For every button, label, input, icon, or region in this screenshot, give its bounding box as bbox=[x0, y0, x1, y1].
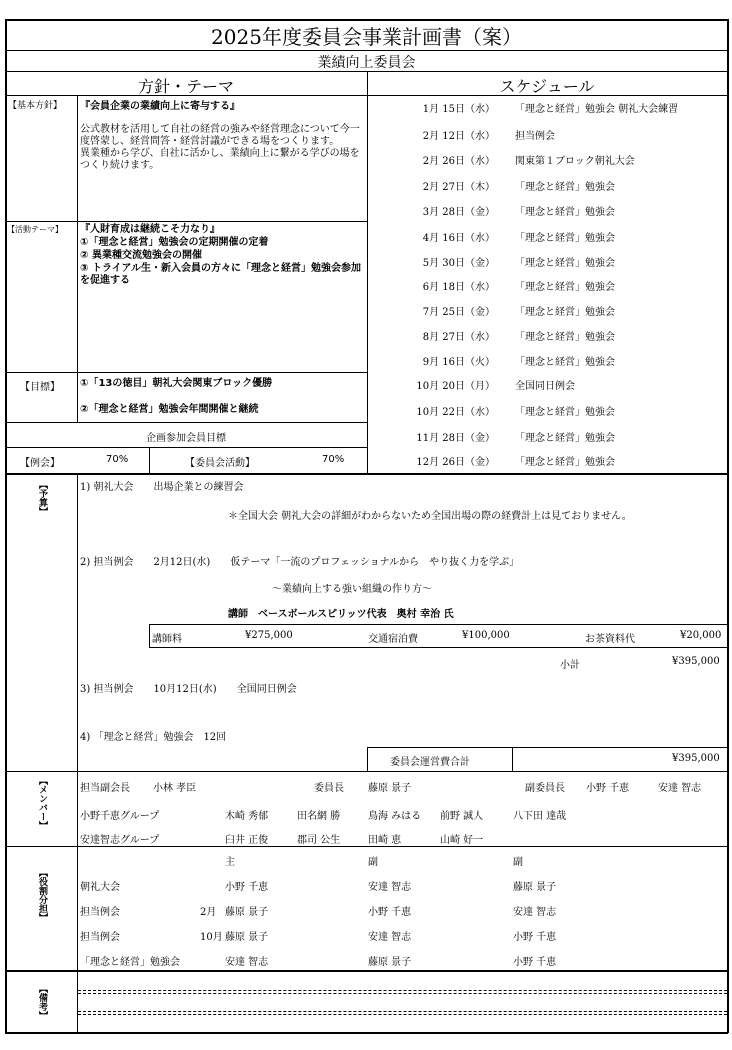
schedule-event: 担当例会 bbox=[515, 131, 555, 142]
schedule-event: 「理念と経営」勉強会 bbox=[515, 357, 615, 368]
budget-lecturer: 講師 ベースボールスピリッツ代表 奥村 幸治 氏 bbox=[228, 609, 454, 620]
role-month: 2月 bbox=[200, 907, 217, 918]
schedule-event: 「理念と経営」勉強会 bbox=[515, 282, 615, 293]
basic-policy-label: 【基本方針】 bbox=[8, 101, 63, 111]
role-main: 藤原 景子 bbox=[225, 907, 269, 918]
role-name: 「理念と経営」勉強会 bbox=[80, 957, 180, 968]
total-value: ¥395,000 bbox=[672, 753, 720, 764]
basic-policy-text: 公式教材を活用して自社の経営の強みや経営理念について今一度啓蒙し、経営問答・経営討議ができる場をつくります。 異業種から学び、自社に活かし、業績向上に繋がる学びの場をつくり続けます。 bbox=[80, 124, 360, 171]
role-name: 朝礼大会 bbox=[80, 882, 120, 893]
budget-item-2: 2) 担当例会 2月12日(水) 仮テーマ「一流のプロフェッショナルから やり抜く力を学ぶ」 bbox=[80, 557, 520, 568]
budget-item-2-sub: ～業績向上する強い組織の作り方～ bbox=[272, 584, 432, 595]
role-sub1: 小野 千恵 bbox=[368, 907, 412, 918]
schedule-event: 「理念と経営」勉強会 bbox=[515, 307, 615, 318]
schedule-event: 「理念と経営」勉強会 bbox=[515, 182, 615, 193]
fee-box-top bbox=[149, 624, 727, 625]
subtotal-label: 小計 bbox=[560, 660, 580, 671]
remarks-line-1 bbox=[78, 990, 727, 991]
group2-member-4: 山崎 好一 bbox=[440, 835, 484, 846]
schedule-date: 5月 30日（金） bbox=[422, 258, 495, 269]
fee-label: 講師料 bbox=[152, 634, 182, 645]
subtotal-value: ¥395,000 bbox=[672, 656, 720, 667]
role-main: 小野 千恵 bbox=[225, 882, 269, 893]
frame-right bbox=[727, 19, 729, 1033]
basic-policy-heading: 『会員企業の業績向上に寄与する』 bbox=[80, 101, 240, 112]
committee-name: 業績向上委員会 bbox=[317, 55, 416, 71]
schedule-event: 「理念と経営」勉強会 bbox=[515, 433, 615, 444]
remarks-line-3 bbox=[78, 1011, 727, 1012]
group1-member-5: 八下田 達哉 bbox=[513, 811, 567, 822]
budget-note-1: ＊全国大会 朝礼大会の詳細がわからないため全国出場の際の経費計上は見ておりません。 bbox=[228, 511, 632, 522]
schedule-date: 12月 26日（金） bbox=[416, 457, 495, 468]
activity-label: 【委員会活動】 bbox=[185, 458, 255, 469]
column-header-policy: 方針・テーマ bbox=[137, 77, 234, 96]
line-goal bbox=[5, 372, 367, 373]
schedule-date: 3月 28日（金） bbox=[422, 207, 495, 218]
line-title bbox=[5, 50, 728, 51]
theme-item-2: ② 異業種交流勉強会の開催 bbox=[80, 250, 202, 261]
vice-chair-label: 担当副会長 bbox=[80, 783, 130, 794]
divider-main bbox=[367, 71, 368, 474]
tea-value: ¥20,000 bbox=[680, 630, 722, 641]
group1-label: 小野千恵グループ bbox=[80, 811, 160, 822]
attendance-goal-title: 企画参加会員目標 bbox=[146, 433, 226, 444]
total-box-left bbox=[367, 747, 368, 771]
line-members-top bbox=[5, 771, 728, 772]
column-header-schedule: スケジュール bbox=[499, 77, 595, 96]
schedule-date: 4月 16日（水） bbox=[422, 233, 495, 244]
goal-1: ①「13の徳目」朝礼大会関東ブロック優勝 bbox=[80, 378, 273, 389]
roles-head-main: 主 bbox=[225, 857, 235, 868]
schedule-event: 全国同日例会 bbox=[515, 381, 575, 392]
role-sub2: 小野 千恵 bbox=[513, 957, 557, 968]
vice-chair-name: 小林 孝臣 bbox=[153, 783, 197, 794]
chair-name: 藤原 景子 bbox=[368, 783, 412, 794]
reikai-value: 70% bbox=[106, 454, 129, 465]
theme-item-3: ③ トライアル生・新入会員の方々に「理念と経営」勉強会参加を促進する bbox=[80, 263, 361, 286]
members-side-text: 【メンバー】 bbox=[37, 776, 47, 830]
role-sub2: 安達 智志 bbox=[513, 907, 557, 918]
role-month: 10月 bbox=[200, 932, 223, 943]
role-main: 安達 智志 bbox=[225, 957, 269, 968]
schedule-event: 「理念と経営」勉強会 bbox=[515, 258, 615, 269]
schedule-event: 関東第１ブロック朝礼大会 bbox=[515, 156, 635, 167]
line-remarks-top bbox=[5, 970, 728, 972]
role-name: 担当例会 bbox=[80, 932, 120, 943]
schedule-date: 2月 27日（木） bbox=[422, 182, 495, 193]
total-box-mid bbox=[512, 747, 513, 771]
schedule-date: 11月 28日（金） bbox=[416, 433, 495, 444]
travel-value: ¥100,000 bbox=[462, 630, 510, 641]
schedule-event: 「理念と経営」勉強会 bbox=[515, 207, 615, 218]
line-attend2 bbox=[5, 447, 367, 448]
budget-item-4: 4) 「理念と経営」勉強会 12回 bbox=[80, 732, 227, 743]
theme-heading: 『人財育成は継続こそ力なり』 bbox=[80, 224, 220, 235]
budget-side-text: 【予算】 bbox=[37, 480, 47, 516]
divider-side bbox=[77, 474, 78, 1033]
fee-box-left bbox=[149, 624, 150, 647]
schedule-event: 「理念と経営」勉強会 bbox=[515, 233, 615, 244]
frame-bottom bbox=[5, 1032, 728, 1034]
schedule-date: 6月 18日（水） bbox=[422, 282, 495, 293]
group1-member-3: 鳥海 みはる bbox=[368, 811, 422, 822]
goal-2: ②「理念と経営」勉強会年間開催と継続 bbox=[80, 404, 259, 415]
schedule-date: 7月 25日（金） bbox=[422, 307, 495, 318]
fee-box-bottom bbox=[149, 647, 727, 648]
deputy-1: 小野 千恵 bbox=[586, 783, 630, 794]
role-sub1: 安達 智志 bbox=[368, 882, 412, 893]
group2-member-3: 田崎 恵 bbox=[368, 835, 402, 846]
remarks-side-label bbox=[35, 984, 49, 1024]
tea-label: お茶資料代 bbox=[585, 634, 635, 645]
role-sub2: 小野 千恵 bbox=[513, 932, 557, 943]
line-theme bbox=[5, 221, 367, 222]
deputy-label: 副委員長 bbox=[525, 783, 565, 794]
line-roles-top bbox=[5, 846, 728, 847]
schedule-event: 「理念と経営」勉強会 bbox=[515, 457, 615, 468]
remarks-line-2 bbox=[78, 993, 727, 994]
travel-label: 交通宿泊費 bbox=[368, 634, 418, 645]
budget-item-3: 3) 担当例会 10月12日(水) 全国同日例会 bbox=[80, 684, 297, 695]
chair-label: 委員長 bbox=[314, 783, 344, 794]
remarks-line-4 bbox=[78, 1014, 727, 1015]
budget-side-label bbox=[35, 480, 49, 520]
role-sub2: 藤原 景子 bbox=[513, 882, 557, 893]
line-budget-top bbox=[5, 473, 728, 475]
total-box-top bbox=[367, 747, 727, 748]
frame-left bbox=[5, 19, 7, 1033]
activity-value: 70% bbox=[322, 454, 345, 465]
remarks-side-text: 【備考】 bbox=[37, 984, 47, 1020]
theme-label: 【活動テーマ】 bbox=[7, 225, 63, 234]
members-side-label bbox=[35, 776, 49, 834]
theme-item-1: ①「理念と経営」勉強会の定期開催の定着 bbox=[80, 237, 269, 248]
role-sub1: 安達 智志 bbox=[368, 932, 412, 943]
role-name: 担当例会 bbox=[80, 907, 120, 918]
budget-item-1: 1) 朝礼大会 出場企業との練習会 bbox=[80, 482, 244, 493]
total-label: 委員会運営費合計 bbox=[390, 757, 470, 768]
goal-label: 【目標】 bbox=[20, 382, 60, 393]
group1-member-1: 木崎 秀郁 bbox=[225, 811, 269, 822]
deputy-2: 安達 智志 bbox=[658, 783, 702, 794]
group2-member-2: 郡司 公生 bbox=[297, 835, 341, 846]
schedule-event: 「理念と経営」勉強会 bbox=[515, 332, 615, 343]
divider-attend bbox=[149, 447, 150, 474]
schedule-event: 「理念と経営」勉強会 朝礼大会練習 bbox=[515, 104, 679, 115]
group1-member-2: 田名網 勝 bbox=[297, 811, 341, 822]
schedule-date: 10月 22日（水） bbox=[416, 407, 495, 418]
schedule-event: 「理念と経営」勉強会 bbox=[515, 407, 615, 418]
schedule-date: 10月 20日（月） bbox=[416, 381, 495, 392]
role-main: 藤原 景子 bbox=[225, 932, 269, 943]
roles-head-sub1: 副 bbox=[368, 857, 378, 868]
roles-side-label bbox=[35, 868, 49, 926]
document-title: 2025年度委員会事業計画書（案） bbox=[211, 25, 522, 49]
schedule-date: 2月 26日（水） bbox=[422, 156, 495, 167]
schedule-date: 9月 16日（火） bbox=[422, 357, 495, 368]
schedule-date: 1月 15日（水） bbox=[422, 104, 495, 115]
fee-value: ¥275,000 bbox=[245, 630, 293, 641]
group1-member-4: 前野 誠人 bbox=[440, 811, 484, 822]
line-attend bbox=[5, 422, 367, 423]
group2-member-1: 臼井 正俊 bbox=[225, 835, 269, 846]
roles-head-sub2: 副 bbox=[513, 857, 523, 868]
roles-side-text: 【役割分担】 bbox=[37, 868, 47, 922]
group2-label: 安達智志グループ bbox=[80, 835, 160, 846]
reikai-label: 【例会】 bbox=[20, 458, 60, 469]
schedule-date: 8月 27日（水） bbox=[422, 332, 495, 343]
schedule-date: 2月 12日（水） bbox=[422, 131, 495, 142]
role-sub1: 藤原 景子 bbox=[368, 957, 412, 968]
